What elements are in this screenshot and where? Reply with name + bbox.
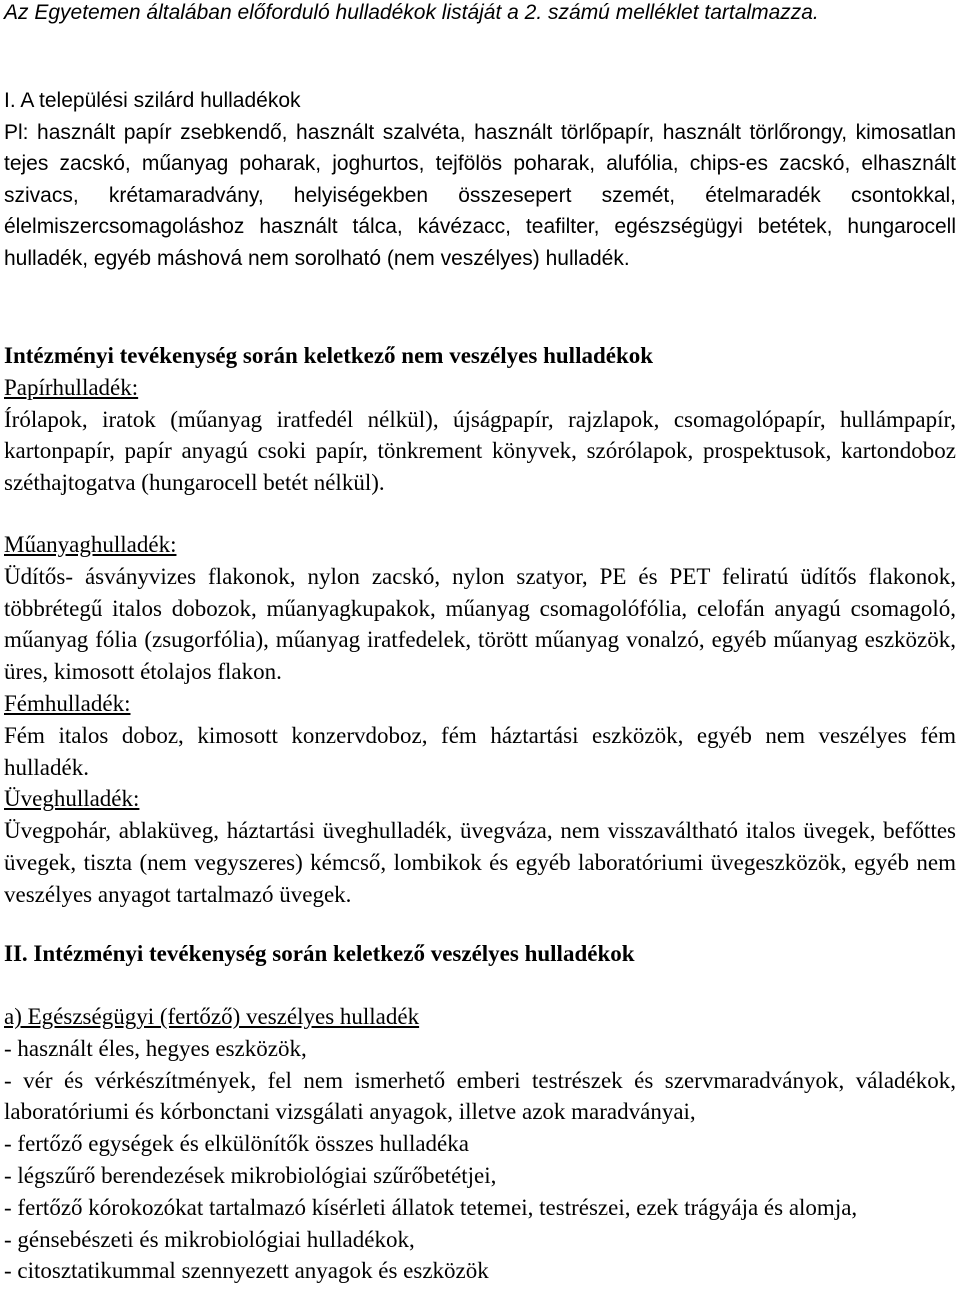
- infectious-waste-label: a) Egészségügyi (fertőző) veszélyes hulladék: [4, 1004, 420, 1029]
- section-plastic-metal-glass: [4, 529, 956, 911]
- plastic-waste-label: Műanyaghulladék:: [4, 532, 177, 557]
- section-title-non-hazardous: Intézményi tevékenység során keletkező nem veszélyes hulladékok: [4, 343, 654, 368]
- hazard-item-2: - vér és vérkészítmények, fel nem ismerhető emberi testrészek és szervmaradványok, váladékok, laboratóriumi és kórbonctani vizsgálati anyagok, illetve azok maradványai,: [4, 1067, 956, 1125]
- municipal-waste-list: Pl: használt papír zsebkendő, használt szalvéta, használt törlőpapír, használt törlőrongy, kimosatlan tejes zacskó, műanyag poharak, joghurtos, tejfölös poharak, alufólia, chips-es zacskó, elhasznált szivacs, krétamaradvány, helyiségekben összesepert szemét, ételmaradék csontokkal, élelmiszercsomagoláshoz használt tálca, kávézacc, teafilter, egészségügyi betétek, hungarocell hulladék, egyéb máshová nem sorolható (nem veszélyes) hulladék.: [4, 120, 956, 270]
- hazard-item-1: - használt éles, hegyes eszközök,: [4, 1035, 307, 1061]
- section-non-hazardous: [4, 340, 956, 499]
- hazard-item-3: - fertőző egységek és elkülönítők összes hulladéka: [4, 1131, 469, 1157]
- glass-waste-label: Üveghulladék:: [4, 786, 140, 812]
- paper-waste-list: Írólapok, iratok (műanyag iratfedél nélkül), újságpapír, rajzlapok, csomagolópapír, hullámpapír, kartonpapír, papír anyagú csoki papír, tönkrement könyvek, szórólapok, prospektusok, kartondoboz széthajtogatva (hungarocell betét nélkül).: [4, 406, 956, 496]
- plastic-waste-list: Üdítős- ásványvizes flakonok, nylon zacskó, nylon szatyor, PE és PET feliratú üdítős flakonok, többrétegű italos dobozok, műanyagkupakok, műanyag csomagolófólia, celofán anyagú csomagoló, műanyag fólia (zsugorfólia), műanyag iratfedelek, törött műanyag vonalzó, egyéb műanyag eszközök, üres, kimosott étolajos flakon.: [4, 563, 956, 685]
- hazard-item-6: - génsebészeti és mikrobiológiai hulladékok,: [4, 1226, 415, 1252]
- metal-waste-list: Fém italos doboz, kimosott konzervdoboz, fém háztartási eszközök, egyéb nem veszélyes fém hulladék.: [4, 722, 956, 780]
- glass-waste-list: Üvegpohár, ablaküveg, háztartási üveghulladék, üvegváza, nem visszaváltható italos üvegek, befőttes üvegek, tiszta (nem vegyszeres) kémcső, lombikok és egyéb laboratóriumi üvegeszközök, egyéb nem veszélyes anyagot tartalmazó üvegek.: [4, 818, 956, 907]
- section-title-hazardous: II. Intézményi tevékenység során keletkező veszélyes hulladékok: [4, 941, 635, 966]
- hazard-item-5: - fertőző kórokozókat tartalmazó kísérleti állatok tetemei, testrészei, ezek trágyája és alomja,: [4, 1194, 858, 1220]
- intro-paragraph: Az Egyetemen általában előforduló hulladékok listáját a 2. számú melléklet tartalmazza.: [4, 1, 819, 24]
- paper-waste-label: Papírhulladék:: [4, 374, 139, 400]
- section-municipal-waste: [4, 85, 956, 274]
- metal-waste-label: Fémhulladék:: [4, 690, 131, 716]
- section-infectious-waste: [4, 1001, 956, 1287]
- section-title-municipal: I. A települési szilárd hulladékok: [4, 89, 301, 112]
- hazard-item-4: - légszűrő berendezések mikrobiológiai szűrőbetétjei,: [4, 1162, 497, 1188]
- section-hazardous: [4, 938, 956, 970]
- hazard-item-7: - citosztatikummal szennyezett anyagok és eszközök: [4, 1258, 489, 1284]
